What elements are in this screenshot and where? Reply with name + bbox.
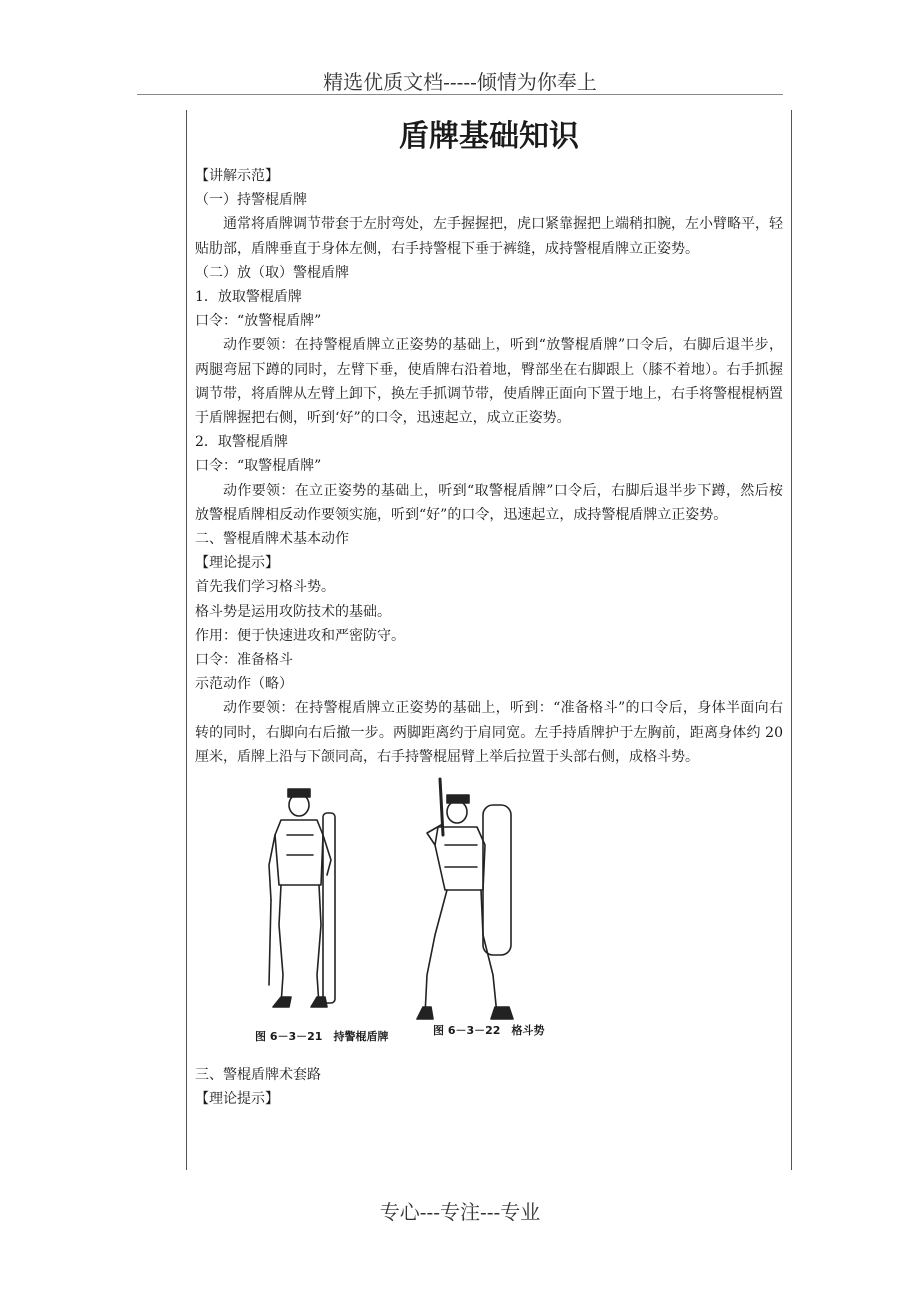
subheading: 1．放取警棍盾牌 [195,289,302,306]
paragraph: 通常将盾牌调节带套于左肘弯处，左手握握把，虎口紧靠握把上端稍扣腕，左小臂略平，轻贴肋部，盾牌垂直于身体左侧，右手持警棍下垂于裤缝，成持警棍盾牌立正姿势。 [195,216,783,257]
text-line: 格斗势是运用攻防技术的基础。 [195,603,391,620]
figure-caption: 图 6－3－21 持警棍盾牌 [255,1030,389,1044]
text-line: 示范动作（略） [195,676,293,693]
header-rule [137,94,783,95]
section-label: 【讲解示范】 [195,168,279,184]
command-line: 口令：准备格斗 [195,652,293,669]
page-footer: 专心---专注---专业 [379,1200,541,1224]
command-line: 口令：“放警棍盾牌” [195,313,322,330]
page-header: 精选优质文档-----倾情为你奉上 [323,70,597,94]
text-line: 首先我们学习格斗势。 [195,579,335,596]
standing-figure-drawing [269,789,335,1007]
paragraph: 动作要领：在立正姿势的基础上，听到“取警棍盾牌”口令后，右脚后退半步下蹲，然后桉放警棍盾牌相反动作要领实施，听到“好”的口令，迅速起立，成持警棍盾牌立正姿势。 [195,482,783,523]
doc-title: 盾牌基础知识 [399,119,579,154]
text-line: 作用：便于快速进攻和严密防守。 [195,627,405,644]
fighting-figure-drawing [417,779,513,1019]
subheading: 2．取警棍盾牌 [195,434,288,451]
illustration-drawing [195,775,783,1053]
subheading: （二）放（取）警棍盾牌 [195,264,349,281]
subheading: （一）持警棍盾牌 [195,192,307,209]
section-label: 【理论提示】 [195,1091,279,1108]
paragraph: 动作要领：在持警棍盾牌立正姿势的基础上，听到：“准备格斗”的口令后，身体半面向右转的同时，右脚向右后撤一步。两脚距离约于肩同宽。左手持盾牌护于左胸前，距离身体约 20 厘米，盾牌上沿与下颌同高，右手持警棍屈臂上举后拉置于头部右侧，成格斗势。 [195,700,783,765]
figure-caption: 图 6－3－22 格斗势 [433,1024,545,1038]
document-body [195,112,783,1111]
paragraph: 动作要领：在持警棍盾牌立正姿势的基础上，听到“放警棍盾牌”口令后，右脚后退半步，两腿弯屈下蹲的同时，左臂下垂，使盾牌右沿着地，臀部坐在右脚跟上（膝不着地）。右手抓握调节带，将盾牌从左臂上卸下，换左手抓调节带，使盾牌正面向下置于地上，右手将警棍棍柄置于盾牌握把右侧，听到‘好”的口令，迅速起立，成立正姿势。 [195,337,783,427]
section-heading: 二、警棍盾牌术基本动作 [195,531,349,548]
section-label: 【理论提示】 [195,555,279,572]
illustration-figure [195,775,783,1053]
command-line: 口令：“取警棍盾牌” [195,458,322,475]
section-heading: 三、警棍盾牌术套路 [195,1067,321,1084]
